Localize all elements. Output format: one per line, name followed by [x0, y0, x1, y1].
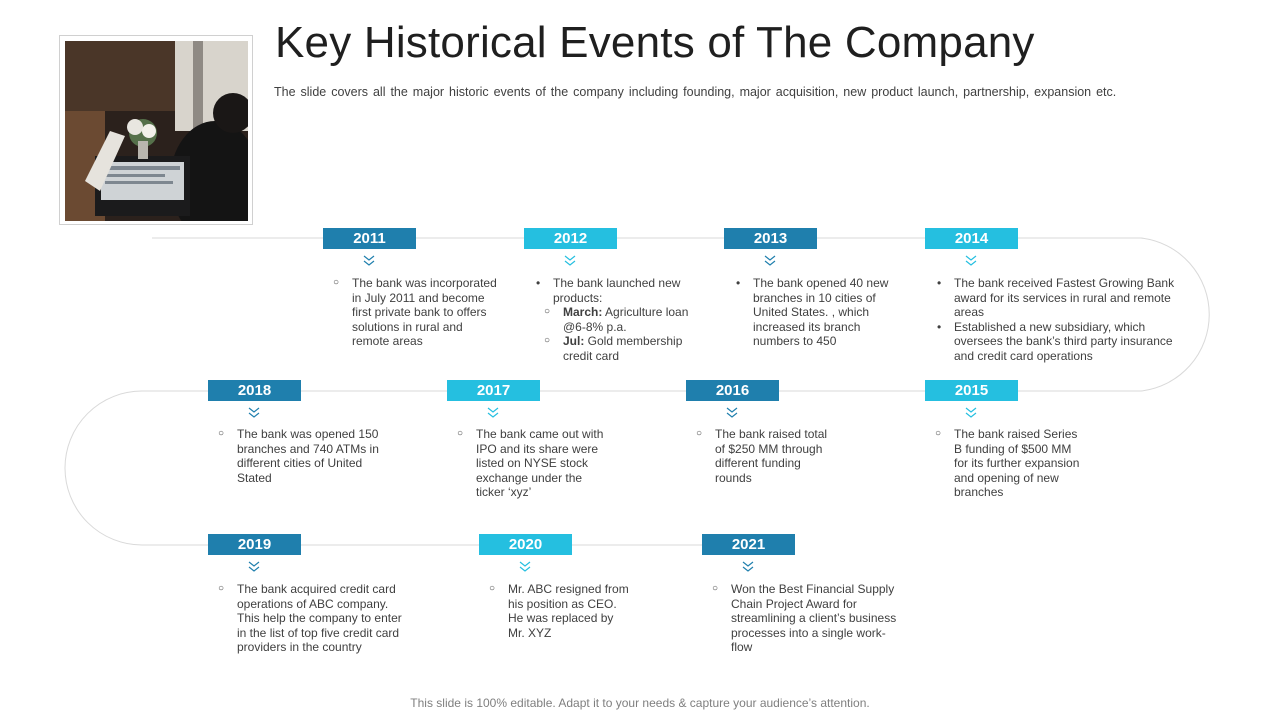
list-item: ○ The bank was opened 150 branches and 740 ATMs in different cities of United Stated: [218, 427, 388, 485]
year-label-2017: 2017: [447, 380, 540, 401]
list-item: • Established a new subsidiary, which oversees the bank’s third party insurance and credit card operations: [935, 320, 1185, 364]
event-desc-2019: [218, 582, 408, 655]
event-desc-2018: [218, 427, 388, 485]
chevron-down-icon: [563, 254, 577, 268]
chevron-down-icon: [362, 254, 376, 268]
year-label-2018: 2018: [208, 380, 301, 401]
page-title: Key Historical Events of The Company: [275, 18, 1035, 67]
list-item: ○ The bank came out with IPO and its share were listed on NYSE stock exchange under the ticker ‘xyz’: [457, 427, 607, 500]
list-item: ○ Won the Best Financial Supply Chain Project Award for streamlining a client’s business processes into a single work-flow: [712, 582, 902, 655]
year-label-2013: 2013: [724, 228, 817, 249]
chevron-down-icon: [486, 406, 500, 420]
event-desc-2017: [457, 427, 607, 500]
event-desc-2013: [734, 276, 894, 349]
footer-note: This slide is 100% editable. Adapt it to your needs & capture your audience’s attention.: [410, 696, 870, 710]
chevron-down-icon: [725, 406, 739, 420]
year-label-2015: 2015: [925, 380, 1018, 401]
year-label-2019: 2019: [208, 534, 301, 555]
list-item: • The bank received Fastest Growing Bank award for its services in rural and remote areas: [935, 276, 1185, 320]
year-label-2021: 2021: [702, 534, 795, 555]
event-desc-2011: [333, 276, 503, 349]
event-desc-2020: [489, 582, 629, 640]
year-label-2020: 2020: [479, 534, 572, 555]
chevron-down-icon: [247, 560, 261, 574]
list-item: ○ The bank raised total of $250 MM through different funding rounds: [696, 427, 836, 485]
chevron-down-icon: [247, 406, 261, 420]
list-item: ○ The bank was incorporated in July 2011 and become first private bank to offers solutions in rural and remote areas: [333, 276, 503, 349]
list-item: • The bank launched new products:: [534, 276, 706, 305]
list-item: ○ The bank raised Series B funding of $500 MM for its further expansion and opening of new branches: [935, 427, 1085, 500]
chevron-down-icon: [741, 560, 755, 574]
year-label-2012: 2012: [524, 228, 617, 249]
year-label-2014: 2014: [925, 228, 1018, 249]
year-label-2011: 2011: [323, 228, 416, 249]
event-desc-2012: [534, 276, 706, 363]
event-desc-2015: [935, 427, 1085, 500]
chevron-down-icon: [964, 406, 978, 420]
event-desc-2021: [712, 582, 902, 655]
chevron-down-icon: [763, 254, 777, 268]
event-desc-2016: [696, 427, 836, 485]
year-label-2016: 2016: [686, 380, 779, 401]
list-item: ○ Mr. ABC resigned from his position as CEO. He was replaced by Mr. XYZ: [489, 582, 629, 640]
list-item: • The bank opened 40 new branches in 10 cities of United States. , which increased its branch numbers to 450: [734, 276, 894, 349]
chevron-down-icon: [964, 254, 978, 268]
chevron-down-icon: [518, 560, 532, 574]
list-item: ○ The bank acquired credit card operations of ABC company. This help the company to enter in the list of top five credit card providers in the country: [218, 582, 408, 655]
page-subtitle: The slide covers all the major historic events of the company including founding, major acquisition, new product launch, partnership, expansion etc.: [274, 85, 1117, 99]
event-desc-2014: [935, 276, 1185, 363]
list-item: ○ March: Agriculture loan @6-8% p.a.: [534, 305, 706, 334]
list-item: ○ Jul: Gold membership credit card: [534, 334, 706, 363]
